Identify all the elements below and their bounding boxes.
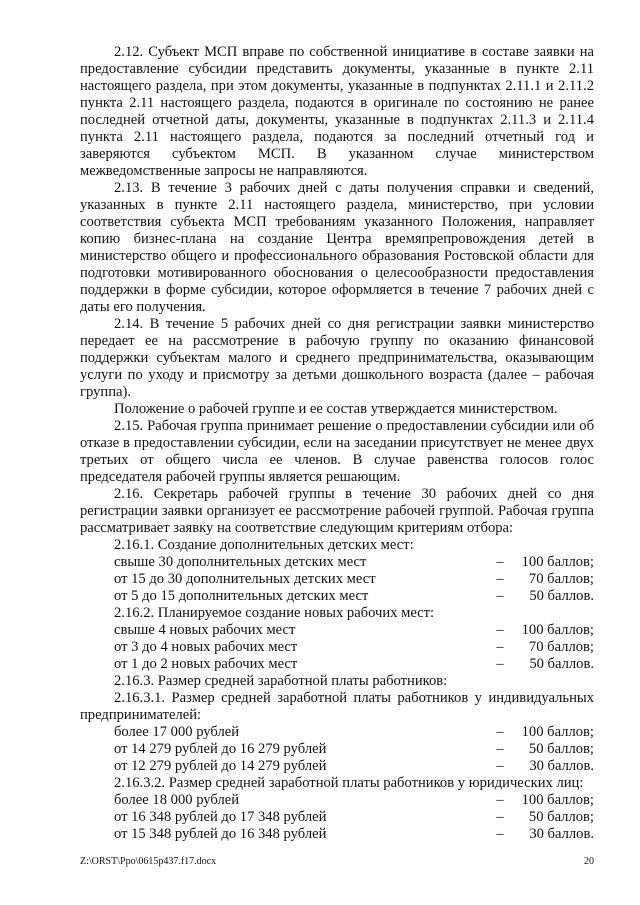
paragraph-2-13: 2.13. В течение 3 рабочих дней с даты получения справки и сведений, указанных в пункте 2.11 настоящего раздела, министерство, при условии соответствия субъекта МСП требованиям указанного Положения, направляет копию бизнес-плана на создание Центра времяпрепровождения детей в министерство общего и профессионального образования Ростовской области для подготовки мотивированного обоснования о целесообразности предоставления поддержки в форме субсидии, которое оформляется в течение 7 рабочих дней с даты его получения. [80,180,594,315]
criterion-2-16-3-1 [80,690,594,775]
criterion-points: 50 баллов. [529,588,594,604]
criterion-points: 30 баллов. [529,758,594,774]
criterion-dash: – [496,792,504,808]
criterion-2-16-1 [80,537,594,605]
criterion-title: 2.16.1. Создание дополнительных детских мест: [114,537,414,553]
criterion-dash: – [496,622,504,638]
criterion-label: свыше 30 дополнительных детских мест [114,554,367,570]
criterion-label: более 18 000 рублей [114,792,240,808]
criterion-2-16-3-2 [80,775,594,843]
criterion-dash: – [496,656,504,672]
criterion-2-16-2 [80,605,594,673]
page-footer [80,856,594,868]
criterion-dash: – [496,639,504,655]
criterion-title: 2.16.3.2. Размер средней заработной платы работников у юридических лиц: [114,775,584,791]
criterion-dash: – [496,741,504,757]
criterion-label: от 14 279 рублей до 16 279 рублей [114,741,327,757]
paragraph-2-15: 2.15. Рабочая группа принимает решение о предоставлении субсидии или об отказе в предоставлении субсидии, если на заседании присутствует не менее двух третьих от общего числа ее членов. В случае равенства голосов голос председателя рабочей группы является решающим. [80,418,594,485]
criterion-row [80,639,594,656]
footer-file-path: Z:\ORST\Ppo\0615p437.f17.docx [80,856,217,867]
criterion-label: свыше 4 новых рабочих мест [114,622,296,638]
criterion-row [80,588,594,605]
criterion-row [80,554,594,571]
criterion-dash: – [496,724,504,740]
page-number: 20 [584,856,594,867]
criterion-2-16-3-title: 2.16.3. Размер средней заработной платы работников: [114,673,448,689]
paragraph-2-12: 2.12. Субъект МСП вправе по собственной инициативе в составе заявки на предоставление субсидии представить документы, указанные в пункте 2.11 настоящего раздела, при этом документы, указанные в подпунктах 2.11.1 и 2.11.2 пункта 2.11 настоящего раздела, подаются в оригинале по состоянию не ранее последней отчетной даты, документы, указанные в подпунктах 2.11.3 и 2.11.4 пункта 2.11 настоящего раздела, подаются за последний отчетный год и заверяются субъектом МСП. В указанном случае министерством межведомственные запросы не направляются. [80,44,594,179]
criterion-label: от 1 до 2 новых рабочих мест [114,656,298,672]
criterion-label: от 5 до 15 дополнительных детских мест [114,588,369,604]
criterion-row [80,571,594,588]
criterion-points: 100 баллов; [521,554,594,570]
criterion-row [80,741,594,758]
criterion-dash: – [496,554,504,570]
criterion-points: 30 баллов. [529,826,594,842]
criterion-row [80,724,594,741]
document-body [80,44,594,843]
criterion-points: 50 баллов; [528,809,594,825]
criterion-points: 50 баллов; [528,741,594,757]
criterion-row [80,792,594,809]
criterion-points: 70 баллов; [528,639,594,655]
criterion-points: 70 баллов; [528,571,594,587]
criterion-title: 2.16.3.1. Размер средней заработной платы работников у индивидуальных предпринимателей: [80,690,594,723]
criterion-points: 100 баллов; [521,724,594,740]
criterion-points: 100 баллов; [521,792,594,808]
criterion-title: 2.16.2. Планируемое создание новых рабочих мест: [114,605,435,621]
criterion-label: от 15 348 рублей до 16 348 рублей [114,826,327,842]
criterion-points: 100 баллов; [521,622,594,638]
criterion-dash: – [496,571,504,587]
criterion-label: более 17 000 рублей [114,724,240,740]
criterion-dash: – [496,588,504,604]
criterion-row [80,826,594,843]
criterion-row [80,758,594,775]
paragraph-2-16: 2.16. Секретарь рабочей группы в течение 30 рабочих дней со дня регистрации заявки организует ее рассмотрение рабочей группой. Рабочая группа рассматривает заявку на соответствие следующим критериям отбора: [80,486,594,536]
criterion-dash: – [496,758,504,774]
criterion-label: от 3 до 4 новых рабочих мест [114,639,298,655]
criterion-row [80,656,594,673]
criterion-row [80,809,594,826]
paragraph-working-group-regulation: Положение о рабочей группе и ее состав утверждается министерством. [114,401,558,417]
paragraph-2-14: 2.14. В течение 5 рабочих дней со дня регистрации заявки министерство передает ее на рассмотрение в рабочую группу по оказанию финансовой поддержки субъектам малого и среднего предпринимательства, оказывающим услуги по уходу и присмотру за детьми дошкольного возраста (далее – рабочая группа). [80,316,594,400]
criterion-label: от 16 348 рублей до 17 348 рублей [114,809,327,825]
criterion-dash: – [496,809,504,825]
criterion-row [80,622,594,639]
criterion-dash: – [496,826,504,842]
criterion-label: от 12 279 рублей до 14 279 рублей [114,758,327,774]
criterion-points: 50 баллов. [529,656,594,672]
criterion-label: от 15 до 30 дополнительных детских мест [114,571,376,587]
